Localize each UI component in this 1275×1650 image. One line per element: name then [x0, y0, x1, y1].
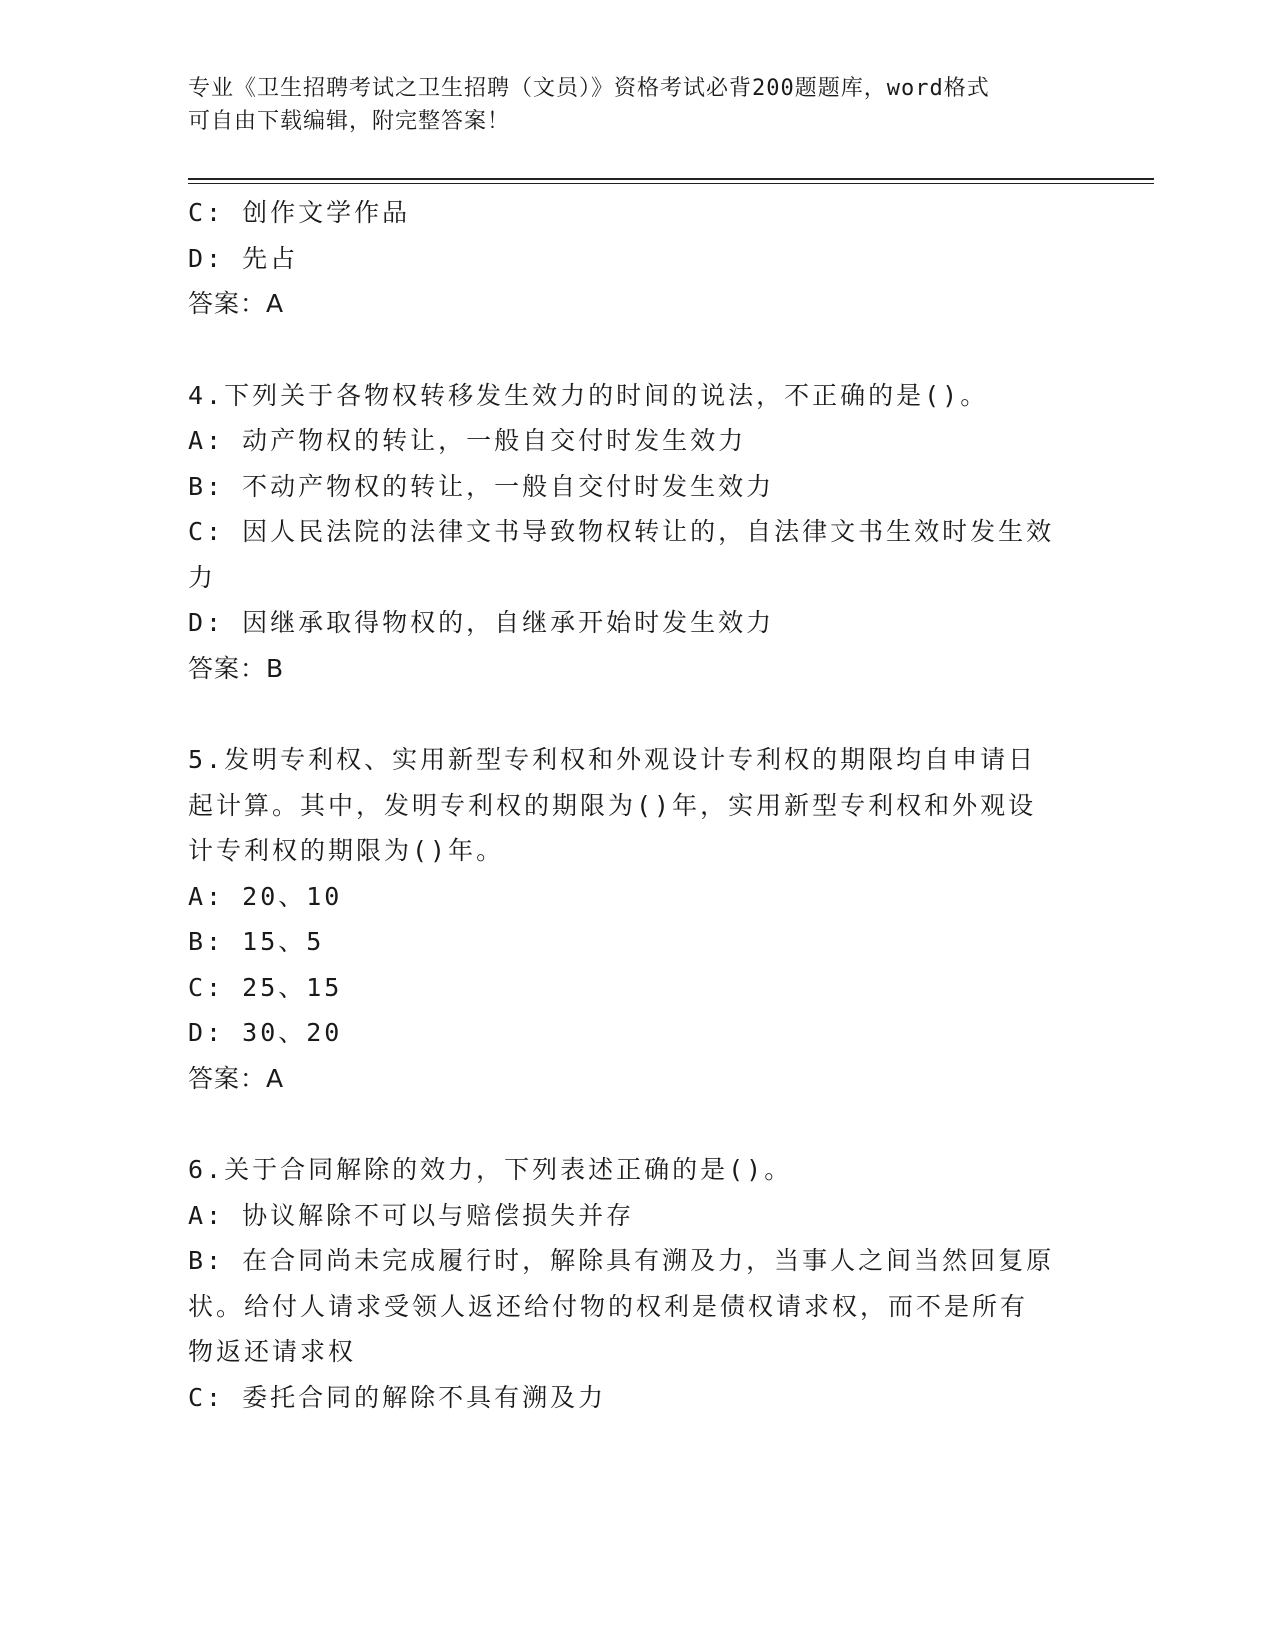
q5-option-b: B: 15、5 [188, 927, 325, 956]
spacer [188, 327, 1068, 373]
header-divider-thick [188, 178, 1154, 180]
q4-option-b: B: 不动产物权的转让，一般自交付时发生效力 [188, 471, 775, 501]
header-line-1: 专业《卫生招聘考试之卫生招聘（文员）》资格考试必背200题题库，word格式 [188, 76, 990, 101]
spacer [188, 691, 1068, 737]
q5-stem-line-1: 5.发明专利权、实用新型专利权和外观设计专利权的期限均自申请日 [188, 745, 1037, 774]
q4-option-d: D: 因继承取得物权的，自继承开始时发生效力 [188, 608, 775, 637]
question-3-tail [188, 190, 1068, 327]
q5-answer: 答案：A [188, 1063, 285, 1093]
q6-option-b-line-3: 物返还请求权 [188, 1337, 357, 1366]
header-line-2: 可自由下载编辑，附完整答案！ [188, 109, 511, 134]
q5-option-c: C: 25、15 [188, 972, 343, 1002]
q6-option-b-line-2: 状。给付人请求受领人返还给付物的权利是债权请求权，而不是所有 [188, 1291, 1029, 1321]
header-divider-thin [188, 183, 1154, 184]
question-5 [188, 737, 1068, 1101]
q5-option-a: A: 20、10 [188, 881, 343, 911]
question-list [188, 190, 1068, 1420]
q5-option-d: D: 30、20 [188, 1018, 343, 1047]
q4-option-c-line-2: 力 [188, 562, 217, 592]
question-6 [188, 1147, 1068, 1420]
q6-option-c: C: 委托合同的解除不具有溯及力 [188, 1382, 607, 1412]
q3-answer: 答案：A [188, 289, 285, 318]
document-header [188, 72, 1068, 138]
q6-stem: 6.关于合同解除的效力，下列表述正确的是()。 [188, 1155, 793, 1184]
q4-answer: 答案：B [188, 653, 285, 683]
question-4 [188, 373, 1068, 692]
q5-stem-line-3: 计专利权的期限为()年。 [188, 836, 505, 865]
q6-option-a: A: 协议解除不可以与赔偿损失并存 [188, 1200, 635, 1230]
q6-option-b-line-1: B: 在合同尚未完成履行时，解除具有溯及力，当事人之间当然回复原 [188, 1246, 1055, 1275]
q3-option-d: D: 先占 [188, 243, 299, 273]
q4-stem: 4.下列关于各物权转移发生效力的时间的说法，不正确的是()。 [188, 380, 989, 410]
q5-stem-line-2: 起计算。其中，发明专利权的期限为()年，实用新型专利权和外观设 [188, 790, 1037, 820]
q4-option-a: A: 动产物权的转让，一般自交付时发生效力 [188, 426, 747, 455]
spacer [188, 1101, 1068, 1147]
q4-option-c-line-1: C: 因人民法院的法律文书导致物权转让的，自法律文书生效时发生效 [188, 517, 1055, 546]
q3-option-c: C: 创作文学作品 [188, 198, 411, 227]
